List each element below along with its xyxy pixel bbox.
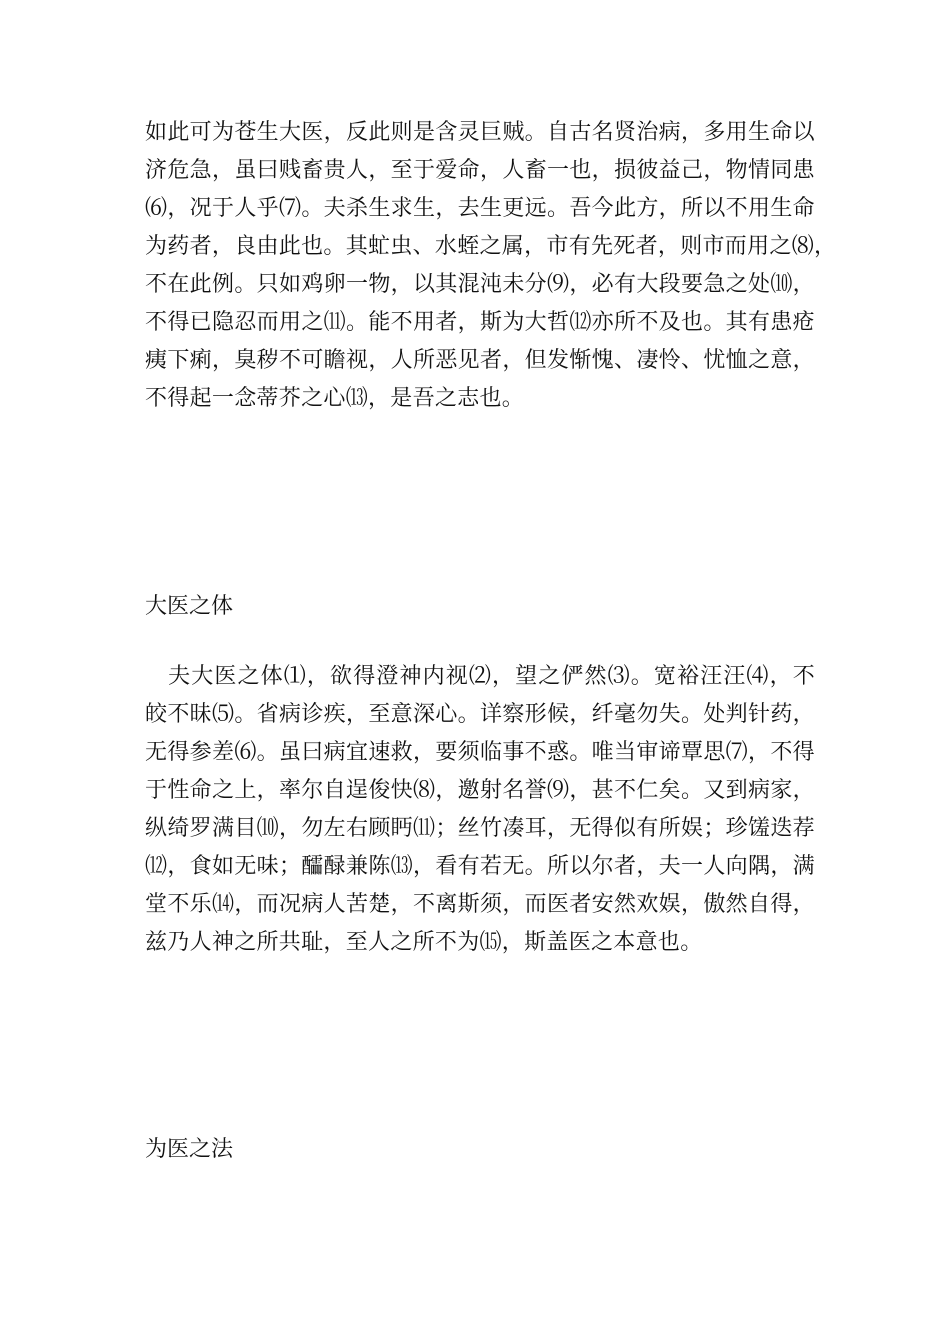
paragraph-2-line: 皎不昧⑸。省病诊疾，至意深心。详察形候，纤毫勿失。处判针药， xyxy=(145,702,815,727)
paragraph-2-line: 兹乃人神之所共耻，至人之所不为⒂，斯盖医之本意也。 xyxy=(145,930,703,955)
paragraph-1 xyxy=(145,114,837,418)
paragraph-1-line: 不在此例。只如鸡卵一物，以其混沌未分⑼，必有大段要急之处⑽， xyxy=(145,272,815,297)
paragraph-1-line: 不得已隐忍而用之⑾。能不用者，斯为大哲⑿亦所不及也。其有患疮 xyxy=(145,310,815,335)
paragraph-1-line: 济危急，虽曰贱畜贵人，至于爱命，人畜一也，损彼益己，物情同患 xyxy=(145,158,815,183)
paragraph-1-line: 为药者，良由此也。其虻虫、水蛭之属，市有先死者，则市而用之⑻， xyxy=(145,234,837,259)
paragraph-1-line: 不得起一念蒂芥之心⒀，是吾之志也。 xyxy=(145,386,525,411)
paragraph-1-line: ⑹，况于人乎⑺。夫杀生求生，去生更远。吾今此方，所以不用生命 xyxy=(145,196,815,221)
paragraph-2-line: 于性命之上，率尔自逞俊快⑻，邀射名誉⑼，甚不仁矣。又到病家， xyxy=(145,778,815,803)
section-heading-2: 为医之法 xyxy=(145,1137,234,1162)
paragraph-2 xyxy=(145,658,815,962)
paragraph-2-line: 夫大医之体⑴，欲得澄神内视⑵，望之俨然⑶。宽裕汪汪⑷，不 xyxy=(145,664,815,689)
paragraph-2-line: 无得参差⑹。虽曰病宜速救，要须临事不惑。唯当审谛覃思⑺，不得 xyxy=(145,740,815,765)
paragraph-1-line: 如此可为苍生大医，反此则是含灵巨贼。自古名贤治病，多用生命以 xyxy=(145,120,815,145)
paragraph-1-line: 痍下痢，臭秽不可瞻视，人所恶见者，但发惭愧、凄怜、忧恤之意， xyxy=(145,348,815,373)
paragraph-2-line: 纵绮罗满目⑽，勿左右顾眄⑾；丝竹凑耳，无得似有所娱；珍馐迭荐 xyxy=(145,816,815,841)
paragraph-2-line: ⑿，食如无味；醽醁兼陈⒀，看有若无。所以尔者，夫一人向隅，满 xyxy=(145,854,815,879)
section-heading-1: 大医之体 xyxy=(145,594,234,619)
paragraph-2-line: 堂不乐⒁，而况病人苦楚，不离斯须，而医者安然欢娱，傲然自得， xyxy=(145,892,815,917)
